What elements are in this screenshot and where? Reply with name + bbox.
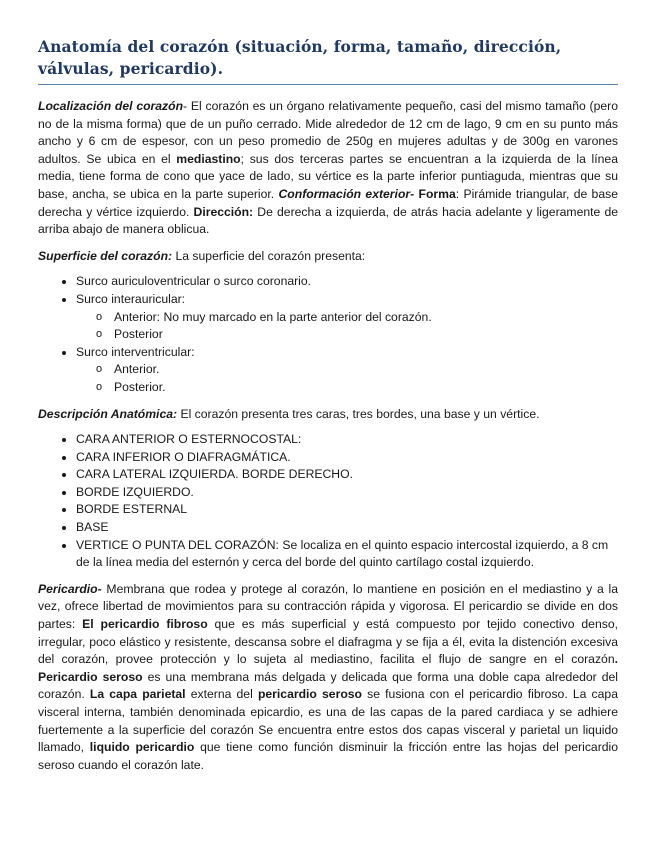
peri-bold-2: . Pericardio seroso <box>38 652 618 684</box>
loc-bold-3: Dirección: <box>193 204 254 219</box>
peri-text-6: que tiene como función disminuir la fricción entre las hojas del pericardio seroso cuando el corazón late. <box>38 740 619 772</box>
sublist-item: o Anterior: No muy marcado en la parte anterior del corazón. <box>96 309 618 327</box>
peri-text-3: es una membrana más delgada y delicada que forma una doble capa alrededor del corazón. <box>38 669 618 702</box>
surface-heading: Superficie del corazón: <box>38 248 173 263</box>
list-item: • CARA INFERIOR O DIAFRAGMÁTICA. <box>76 449 618 467</box>
loc-text-2: ; sus dos terceras partes se encuentran a la izquierda de la línea media, tiene forma de cono que yace de lado, su vértice es la parte inferior puntiaguda, mientras que su base, ancha, se ubica en la parte superior. <box>38 151 618 201</box>
conformation-heading: Conformación exterior- <box>278 186 415 201</box>
loc-bold-1: mediastino <box>176 151 241 166</box>
localization-paragraph <box>38 98 618 239</box>
peri-text-4: externa del <box>185 687 258 702</box>
peri-bold-4: pericardio seroso <box>257 687 362 702</box>
description-heading: Descripción Anatómica: <box>38 406 178 421</box>
list-item: • CARA LATERAL IZQUIERDA. BORDE DERECHO. <box>76 466 618 484</box>
list-item: • BORDE ESTERNAL <box>76 501 618 519</box>
peri-bold-1: El pericardio fibroso <box>82 617 208 632</box>
loc-text-4: De derecha a izquierda, de atrás hacia adelante y ligeramente de arriba abajo de manera oblicua. <box>38 204 618 237</box>
pericardium-heading: Pericardio- <box>38 581 102 596</box>
surface-list <box>38 273 618 396</box>
list-item <box>76 291 618 344</box>
sublist <box>76 309 618 344</box>
list-item: • Surco auriculoventricular o surco coronario. <box>76 273 618 291</box>
list-item <box>76 344 618 397</box>
list-item-label: Surco interventricular: <box>76 344 195 359</box>
peri-text-2: que es más superficial y está compuesto por tejido conectivo denso, irregular, poco elástico y resistente, descansa sobre el diafragma y se fija a él, evita la distención excesiva del corazón, provee protección y lo sujeta al mediastino, facilita el flujo de sangre en el corazón <box>38 617 618 667</box>
list-item: • CARA ANTERIOR O ESTERNOCOSTAL: <box>76 431 618 449</box>
loc-text-3: : Pirámide triangular, de base derecha y vértice izquierdo. <box>38 186 618 219</box>
sublist-item: o Posterior. <box>96 379 618 397</box>
list-item-label: Surco interauricular: <box>76 291 186 306</box>
document-page <box>38 36 618 774</box>
pericardium-paragraph <box>38 581 618 775</box>
peri-text-5: se fusiona con el pericardio fibroso. La capa visceral interna, también denominada epicardio, es una de las capas de la pared cardiaca y se adhiere fuertemente a la superficie del corazón Se encuentra entre estos dos capas visceral y parietal un liquido llamado, <box>38 687 618 755</box>
localization-heading: Localización del corazón <box>38 99 184 113</box>
peri-bold-5: liquido pericardio <box>89 740 195 755</box>
sublist <box>76 361 618 396</box>
description-list <box>38 431 618 572</box>
loc-text-1: - El corazón es un órgano relativamente pequeño, casi del mismo tamaño (pero no de la misma forma) que de un puño cerrado. Mide alrededor de 12 cm de lago, 9 cm en su punto más ancho y 6 cm de espesor, con un peso promedio de 250g en mujeres adultas y de 300g en varones adultos. Se ubica en el <box>38 99 618 166</box>
loc-bold-2: Forma <box>414 186 456 201</box>
page-title: Anatomía del corazón (situación, forma, tamaño, dirección, válvulas, pericardio). <box>38 36 618 85</box>
surface-text: La superficie del corazón presenta: <box>172 248 366 263</box>
sublist-item: o Posterior <box>96 326 618 344</box>
list-item: • BASE <box>76 519 618 537</box>
sublist-item: o Anterior. <box>96 361 618 379</box>
peri-text-1: Membrana que rodea y protege al corazón, lo mantiene en posición en el mediastino y a la vez, ofrece libertad de movimientos para su contracción rápida y vigorosa. El pericardio se divide en dos partes: <box>38 581 618 632</box>
description-text: El corazón presenta tres caras, tres bordes, una base y un vértice. <box>177 406 540 421</box>
list-item: • BORDE IZQUIERDO. <box>76 484 618 502</box>
surface-paragraph <box>38 248 618 266</box>
list-item: • VERTICE O PUNTA DEL CORAZÓN: Se localiza en el quinto espacio intercostal izquierdo, a 8 cm de la línea media del esternón y cerca del borde del quinto cartílago costal izquierdo. <box>76 537 618 572</box>
peri-bold-3: La capa parietal <box>89 687 186 702</box>
description-paragraph <box>38 406 618 424</box>
